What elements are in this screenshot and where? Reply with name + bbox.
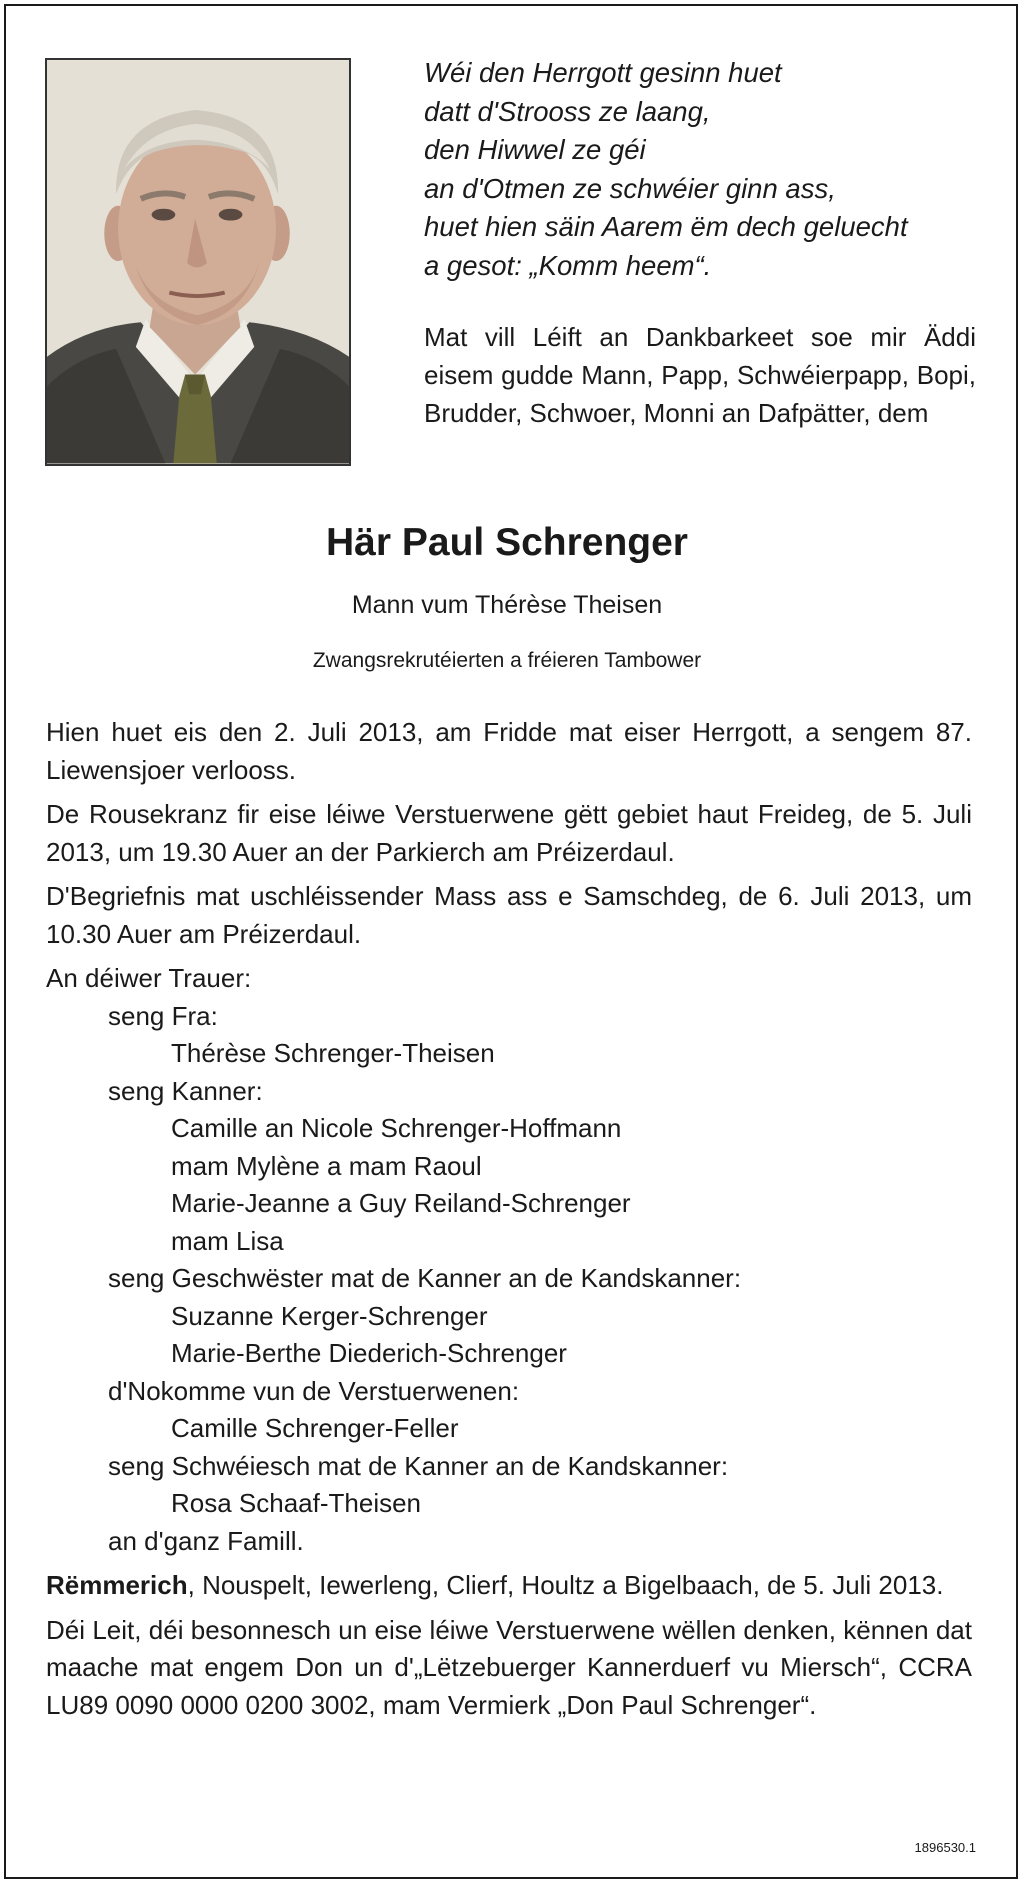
place-date xyxy=(46,1567,972,1605)
poem-line: den Hiwwel ze géi xyxy=(424,134,646,165)
donation-text: Déi Leit, déi besonnesch un eise léiwe Verstuerwene wëllen denken, kënnen dat maache mat engem Don un d'„Lëtzebuerger Kannerduerf vu Miersch“, CCRA LU89 0090 0000 0200 3002, mam Vermierk „Don Paul Schrenger“. xyxy=(46,1614,972,1720)
intro-text: Mat vill Léift an Dankbarkeet soe mir Äddi eisem gudde Mann, Papp, Schwéierpapp, Bopi, Brudder, Schwoer, Monni an Dafpätter, dem xyxy=(424,322,976,428)
poem-line: huet hien säin Aarem ëm dech geluecht xyxy=(424,211,908,242)
mourner-name: Marie-Berthe Diederich-Schrenger xyxy=(171,1338,567,1368)
mourner-group-label: d'Nokomme vun de Verstuerwenen: xyxy=(108,1375,520,1406)
portrait-photo xyxy=(45,58,351,466)
mourner-name: Thérèse Schrenger-Theisen xyxy=(171,1038,495,1068)
mourner-name: mam Lisa xyxy=(171,1225,284,1256)
mourner-group-label: seng Geschwëster mat de Kanner an de Kandskanner: xyxy=(108,1263,742,1293)
poem-line: an d'Otmen ze schwéier ginn ass, xyxy=(424,172,836,204)
mourners-list xyxy=(46,960,972,1560)
deceased-description: Zwangsrekrutéierten a fréieren Tambower xyxy=(312,649,702,672)
mourner-group-label: seng Fra: xyxy=(108,1000,218,1031)
deceased-name: Här Paul Schrenger xyxy=(326,521,688,564)
poem xyxy=(424,54,984,285)
mourner-group-label: seng Kanner: xyxy=(108,1075,263,1106)
poem-line: Wéi den Herrgott gesinn huet xyxy=(424,57,782,88)
mourner-group-label: an d'ganz Famill. xyxy=(108,1525,304,1556)
place-rest: , Nouspelt, Iewerleng, Clierf, Houltz a Bigelbaach, de 5. Juli 2013. xyxy=(187,1570,944,1600)
poem-line: datt d'Strooss ze laang, xyxy=(424,95,711,127)
mourner-group-label: seng Schwéiesch mat de Kanner an de Kandskanner: xyxy=(108,1450,729,1481)
reference-number: 1896530.1 xyxy=(914,1840,976,1855)
mourner-name: Camille Schrenger-Feller xyxy=(171,1413,459,1443)
mourner-name: mam Mylène a mam Raoul xyxy=(171,1150,482,1181)
rosary-announcement: De Rousekranz fir eise léiwe Verstuerwene gëtt gebiet haut Freideg, de 5. Juli 2013, um 19.30 Auer an der Parkierch am Préizerdaul. xyxy=(46,799,972,867)
funeral-announcement: D'Begriefnis mat uschléissender Mass ass e Samschdeg, de 6. Juli 2013, um 10.30 Auer am Préizerdaul. xyxy=(46,881,972,949)
spouse-line: Mann vum Thérèse Theisen xyxy=(351,591,663,619)
mourner-name: Marie-Jeanne a Guy Reiland-Schrenger xyxy=(171,1188,631,1218)
poem-line: a gesot: „Komm heem“. xyxy=(424,249,712,281)
mourner-name: Suzanne Kerger-Schrenger xyxy=(171,1300,488,1331)
obituary-body xyxy=(46,714,972,1731)
death-announcement: Hien huet eis den 2. Juli 2013, am Fridde mat eiser Herrgott, a sengem 87. Liewensjoer verlooss. xyxy=(46,717,972,785)
place-strong: Rëmmerich xyxy=(46,1570,188,1600)
mourners-intro: An déiwer Trauer: xyxy=(46,963,252,993)
mourner-name: Camille an Nicole Schrenger-Hoffmann xyxy=(171,1113,622,1143)
mourner-name: Rosa Schaaf-Theisen xyxy=(171,1488,422,1518)
